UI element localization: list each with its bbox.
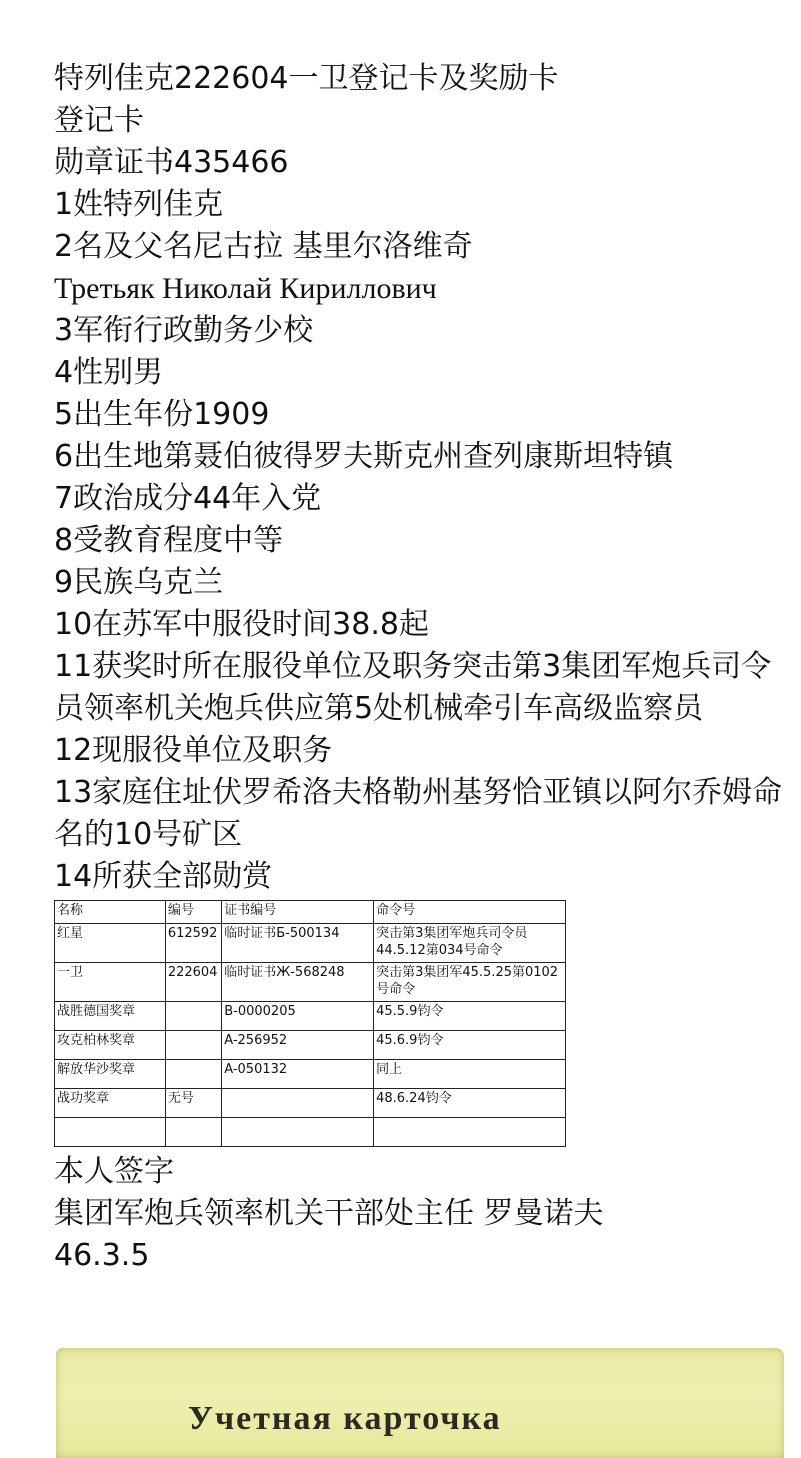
table-cell: 红星 — [55, 924, 166, 963]
table-cell: 45.5.9钧令 — [374, 1002, 566, 1031]
scanned-card-photo — [56, 1348, 784, 1458]
column-header: 名称 — [55, 901, 166, 924]
table-cell: 临时证书Б-500134 — [222, 924, 374, 963]
column-header: 证书编号 — [222, 901, 374, 924]
table-row — [55, 924, 566, 963]
table-row — [55, 963, 566, 1002]
table-row-empty — [55, 1118, 566, 1147]
table-cell: 一卫 — [55, 963, 166, 1002]
signatory-line: 集团军炮兵领率机关干部处主任 罗曼诺夫 — [54, 1196, 604, 1231]
field-awards-heading: 14所获全部勋赏 — [54, 859, 273, 894]
table-cell: 临时证书Ж-568248 — [222, 963, 374, 1002]
table-cell: 解放华沙奖章 — [55, 1060, 166, 1089]
field-service-start: 10在苏军中服役时间38.8起 — [54, 607, 429, 642]
document-title: 特列佳克222604一卫登记卡及奖励卡 — [54, 61, 559, 96]
table-cell — [374, 1118, 566, 1147]
scanned-card-caption: Учетная карточка — [188, 1400, 502, 1437]
table-cell: 同上 — [374, 1060, 566, 1089]
table-cell — [55, 1118, 166, 1147]
table-row — [55, 1060, 566, 1089]
table-cell — [165, 1118, 221, 1147]
section-heading: 登记卡 — [54, 103, 144, 138]
russian-name: Третьяк Николай Кириллович — [54, 272, 437, 305]
field-name-patronymic: 2名及父名尼古拉 基里尔洛维奇 — [54, 229, 473, 264]
document-date: 46.3.5 — [54, 1238, 150, 1273]
field-education: 8受教育程度中等 — [54, 523, 284, 558]
field-gender: 4性别男 — [54, 355, 164, 390]
field-current-unit: 12现服役单位及职务 — [54, 733, 333, 768]
table-cell: 突击第3集团军炮兵司令员44.5.12第034号命令 — [374, 924, 566, 963]
field-rank: 3军衔行政勤务少校 — [54, 313, 314, 348]
document-body — [54, 58, 794, 1277]
field-home-address: 13家庭住址伏罗希洛夫格勒州基努恰亚镇以阿尔乔姆命名的10号矿区 — [54, 775, 783, 852]
table-cell: 无号 — [165, 1089, 221, 1118]
table-cell: 45.6.9钧令 — [374, 1031, 566, 1060]
table-cell: 222604 — [165, 963, 221, 1002]
table-cell: 突击第3集团军45.5.25第0102号命令 — [374, 963, 566, 1002]
table-row — [55, 1089, 566, 1118]
table-cell: B-0000205 — [222, 1002, 374, 1031]
table-cell: 战胜德国奖章 — [55, 1002, 166, 1031]
certificate-number: 勋章证书435466 — [54, 145, 289, 180]
awards-table — [54, 900, 566, 1147]
table-cell: 战功奖章 — [55, 1089, 166, 1118]
table-header-row — [55, 901, 566, 924]
table-cell — [165, 1060, 221, 1089]
column-header: 命令号 — [374, 901, 566, 924]
signature-label: 本人签字 — [54, 1154, 174, 1189]
table-cell: 48.6.24钧令 — [374, 1089, 566, 1118]
table-cell: A-256952 — [222, 1031, 374, 1060]
table-cell: A-050132 — [222, 1060, 374, 1089]
table-cell: 攻克柏林奖章 — [55, 1031, 166, 1060]
field-birth-year: 5出生年份1909 — [54, 397, 270, 432]
table-row — [55, 1002, 566, 1031]
table-cell — [222, 1118, 374, 1147]
table-cell — [222, 1089, 374, 1118]
field-nationality: 9民族乌克兰 — [54, 565, 224, 600]
field-birthplace: 6出生地第聂伯彼得罗夫斯克州查列康斯坦特镇 — [54, 439, 674, 474]
field-party: 7政治成分44年入党 — [54, 481, 322, 516]
table-cell: 612592 — [165, 924, 221, 963]
table-cell — [165, 1031, 221, 1060]
field-unit-at-award: 11获奖时所在服役单位及职务突击第3集团军炮兵司令员领率机关炮兵供应第5处机械牵引车高级监察员 — [54, 649, 772, 726]
table-cell — [165, 1002, 221, 1031]
table-row — [55, 1031, 566, 1060]
column-header: 编号 — [165, 901, 221, 924]
field-surname: 1姓特列佳克 — [54, 187, 224, 222]
